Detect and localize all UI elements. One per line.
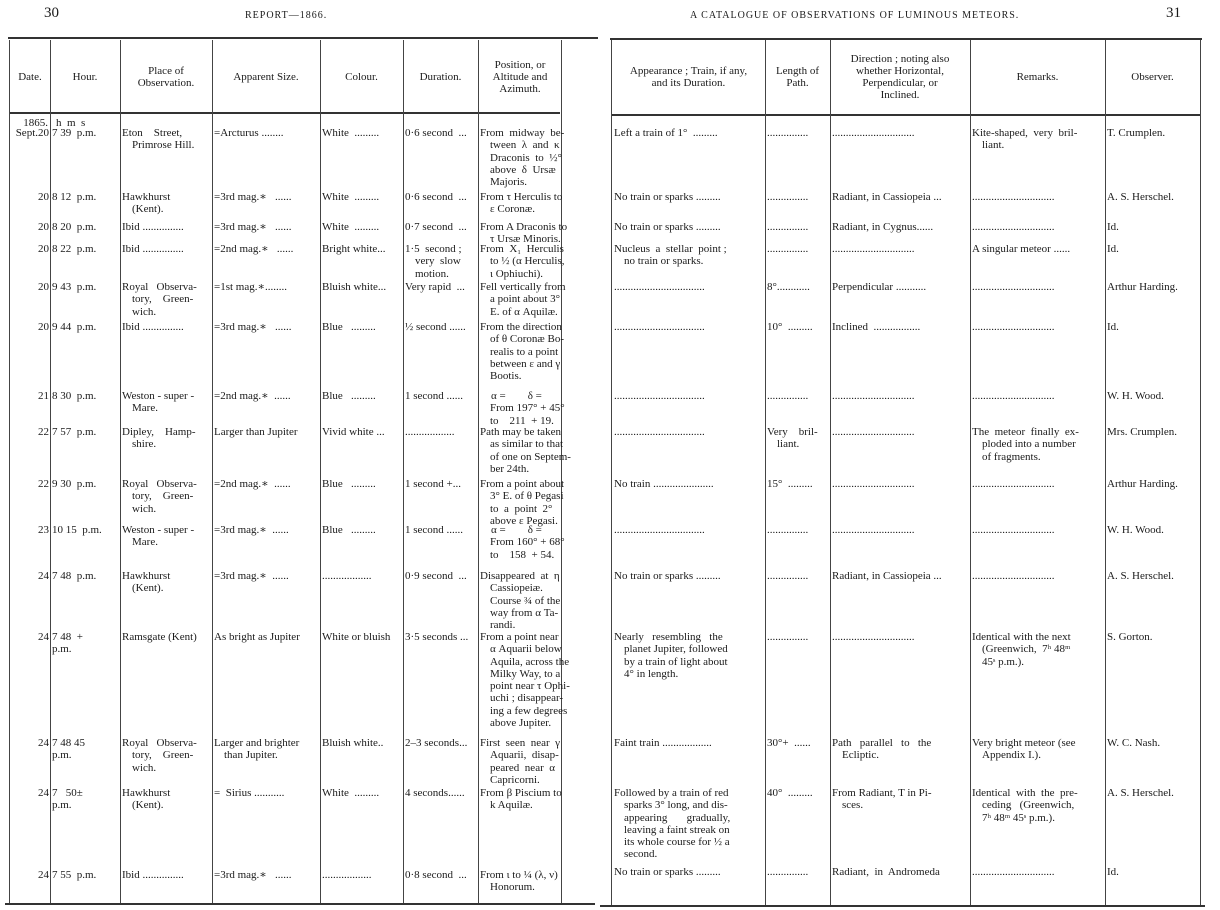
- cell-length-of-path: ...............: [767, 221, 809, 233]
- cell-hour: 7 55 p.m.: [52, 869, 97, 881]
- year-label: 1865.: [23, 117, 48, 129]
- cell-position: First seen near γ Aquarii, disap- peared near α Capricorni.: [480, 737, 561, 786]
- cell-observer: Id.: [1107, 221, 1119, 233]
- cell-length-of-path: 8°............: [767, 281, 810, 293]
- cell-date: 20: [38, 191, 49, 203]
- cell-remarks: ..............................: [972, 866, 1055, 878]
- column-divider: [9, 40, 10, 903]
- left-bottom-rule: [5, 903, 595, 905]
- cell-duration: ..................: [405, 426, 455, 438]
- cell-colour: Vivid white ...: [322, 426, 385, 438]
- cell-date: Sept.20: [15, 127, 49, 139]
- cell-duration: 3·5 seconds ...: [405, 631, 469, 643]
- cell-direction: Radiant, in Cassiopeia ...: [832, 570, 942, 582]
- cell-place: Ibid ...............: [122, 869, 184, 881]
- cell-apparent-size: =3rd mag.∗ ......: [214, 869, 292, 881]
- cell-remarks: ..............................: [972, 321, 1055, 333]
- cell-duration: 1·5 second ; very slow motion.: [405, 243, 462, 280]
- cell-remarks: ..............................: [972, 191, 1055, 203]
- cell-place: Hawkhurst (Kent).: [122, 787, 171, 812]
- cell-remarks: Very bright meteor (see Appendix I.).: [972, 737, 1076, 762]
- cell-apparent-size: = Sirius ...........: [214, 787, 285, 799]
- header-observer: Observer.: [1131, 71, 1174, 83]
- cell-apparent-size: =1st mag.∗........: [214, 281, 287, 293]
- header-duration: Duration.: [419, 71, 462, 83]
- header-length-of-path: Length of Path.: [775, 65, 820, 89]
- cell-observer: W. H. Wood.: [1107, 390, 1164, 402]
- header-date: Date.: [18, 71, 42, 83]
- cell-appearance: Nucleus a stellar point ; no train or sparks.: [614, 243, 727, 268]
- cell-apparent-size: =2nd mag.∗ ......: [214, 243, 294, 255]
- cell-hour: 9 44 p.m.: [52, 321, 97, 333]
- cell-observer: Id.: [1107, 243, 1119, 255]
- cell-date: 21: [38, 390, 49, 402]
- column-divider: [830, 40, 831, 905]
- header-place: Place of Observation.: [137, 65, 195, 89]
- cell-remarks: ..............................: [972, 524, 1055, 536]
- cell-appearance: No train or sparks .........: [614, 191, 721, 203]
- header-remarks: Remarks.: [1016, 71, 1059, 83]
- hour-units: h m s: [56, 117, 86, 129]
- cell-place: Weston - super - Mare.: [122, 390, 195, 415]
- cell-date: 20: [38, 281, 49, 293]
- cell-direction: From Radiant, T in Pi- sces.: [832, 787, 932, 812]
- left-page-number: 30: [44, 5, 59, 21]
- cell-position: From τ Herculis to ε Coronæ.: [480, 191, 563, 216]
- cell-hour: 8 12 p.m.: [52, 191, 97, 203]
- column-divider: [403, 40, 404, 903]
- column-divider: [1200, 40, 1201, 905]
- cell-duration: 0·9 second ...: [405, 570, 467, 582]
- cell-length-of-path: 15° .........: [767, 478, 813, 490]
- cell-appearance: Followed by a train of red sparks 3° long, and dis- appearing gradually, leaving a faint streak on its whole course for ½ a second.: [614, 787, 731, 861]
- cell-observer: Mrs. Crumplen.: [1107, 426, 1177, 438]
- cell-position: From midway be- tween λ and κ Draconis to ½° above δ Ursæ Majoris.: [480, 127, 565, 189]
- cell-colour: ..................: [322, 869, 372, 881]
- column-divider: [478, 40, 479, 903]
- cell-length-of-path: ...............: [767, 243, 809, 255]
- cell-position: From a point near α Aquarii below Aquila, across the Milky Way, to a point near τ Ophi- uchi ; disappear- ing a few degrees above Jupiter.: [480, 631, 570, 730]
- cell-place: Ibid ...............: [122, 321, 184, 333]
- cell-appearance: .................................: [614, 390, 705, 402]
- cell-apparent-size: As bright as Jupiter: [214, 631, 300, 643]
- right-running-head: A CATALOGUE OF OBSERVATIONS OF LUMINOUS METEORS.: [690, 10, 1020, 21]
- cell-hour: 7 48 + p.m.: [52, 631, 83, 656]
- cell-place: Hawkhurst (Kent).: [122, 191, 171, 216]
- cell-hour: 7 57 p.m.: [52, 426, 97, 438]
- cell-length-of-path: ...............: [767, 390, 809, 402]
- cell-remarks: Kite-shaped, very bril- liant.: [972, 127, 1078, 152]
- cell-observer: Arthur Harding.: [1107, 478, 1178, 490]
- column-divider: [765, 40, 766, 905]
- cell-hour: 7 50± p.m.: [52, 787, 83, 812]
- cell-remarks: The meteor finally ex- ploded into a number of fragments.: [972, 426, 1079, 463]
- header-apparent-size: Apparent Size.: [233, 71, 299, 83]
- cell-position: α = δ = From 197° + 45° to 211 + 19.: [490, 390, 565, 427]
- cell-observer: W. H. Wood.: [1107, 524, 1164, 536]
- cell-appearance: .................................: [614, 426, 705, 438]
- cell-position: From A Draconis to τ Ursæ Minoris.: [480, 221, 568, 246]
- cell-position: From a point about 3° E. of θ Pegasi to a point 2° above ε Pegasi.: [480, 478, 565, 527]
- cell-apparent-size: =3rd mag.∗ ......: [214, 191, 292, 203]
- cell-duration: 1 second +...: [405, 478, 461, 490]
- cell-hour: 8 22 p.m.: [52, 243, 97, 255]
- cell-date: 24: [38, 787, 49, 799]
- cell-length-of-path: 30°+ ......: [767, 737, 811, 749]
- cell-position: From the direction of θ Coronæ Bo- realis to a point between ε and γ Bootis.: [480, 321, 565, 383]
- cell-position: From X₁ Herculis to ½ (α Herculis, ι Ophiuchi).: [480, 243, 565, 280]
- cell-length-of-path: 10° .........: [767, 321, 813, 333]
- cell-apparent-size: =2nd mag.∗ ......: [214, 390, 291, 402]
- cell-date: 20: [38, 321, 49, 333]
- cell-duration: 0·7 second ...: [405, 221, 467, 233]
- cell-direction: ..............................: [832, 478, 915, 490]
- cell-direction: Inclined .................: [832, 321, 921, 333]
- cell-date: 24: [38, 631, 49, 643]
- cell-apparent-size: =2nd mag.∗ ......: [214, 478, 291, 490]
- cell-place: Dipley, Hamp- shire.: [122, 426, 196, 451]
- left-top-rule: [8, 37, 598, 39]
- cell-place: Hawkhurst (Kent).: [122, 570, 171, 595]
- cell-date: 24: [38, 570, 49, 582]
- cell-duration: 0·8 second ...: [405, 869, 467, 881]
- cell-observer: A. S. Herschel.: [1107, 787, 1174, 799]
- cell-direction: ..............................: [832, 390, 915, 402]
- cell-hour: 8 20 p.m.: [52, 221, 97, 233]
- right-top-rule: [610, 38, 1202, 40]
- cell-duration: ½ second ......: [405, 321, 466, 333]
- cell-direction: Radiant, in Cassiopeia ...: [832, 191, 942, 203]
- left-running-head: REPORT—1866.: [245, 10, 328, 21]
- cell-colour: Bright white...: [322, 243, 386, 255]
- cell-remarks: Identical with the next (Greenwich, 7ʰ 48ᵐ 45ˢ p.m.).: [972, 631, 1071, 668]
- cell-place: Ibid ...............: [122, 221, 184, 233]
- cell-appearance: No train or sparks .........: [614, 221, 721, 233]
- cell-position: α = δ = From 160° + 68° to 158 + 54.: [490, 524, 565, 561]
- cell-duration: 4 seconds......: [405, 787, 465, 799]
- cell-appearance: .................................: [614, 524, 705, 536]
- cell-hour: 10 15 p.m.: [52, 524, 102, 536]
- header-colour: Colour.: [345, 71, 378, 83]
- cell-colour: White .........: [322, 191, 380, 203]
- cell-colour: Blue .........: [322, 478, 376, 490]
- cell-appearance: No train or sparks .........: [614, 570, 721, 582]
- cell-observer: Arthur Harding.: [1107, 281, 1178, 293]
- column-divider: [120, 40, 121, 903]
- cell-colour: Blue .........: [322, 390, 376, 402]
- cell-remarks: Identical with the pre- ceding (Greenwich, 7ʰ 48ᵐ 45ˢ p.m.).: [972, 787, 1078, 824]
- cell-observer: Id.: [1107, 321, 1119, 333]
- cell-position: Fell vertically from a point about 3° E. of α Aquilæ.: [480, 281, 566, 318]
- cell-position: From β Piscium to k Aquilæ.: [480, 787, 562, 812]
- cell-appearance: .................................: [614, 281, 705, 293]
- cell-place: Royal Observa- tory, Green- wich.: [122, 737, 197, 774]
- cell-date: 22: [38, 478, 49, 490]
- cell-length-of-path: ...............: [767, 524, 809, 536]
- right-page-number: 31: [1166, 5, 1181, 21]
- cell-hour: 9 30 p.m.: [52, 478, 97, 490]
- cell-apparent-size: =3rd mag.∗ ......: [214, 221, 292, 233]
- column-divider: [611, 40, 612, 905]
- cell-place: Ibid ...............: [122, 243, 184, 255]
- column-divider: [970, 40, 971, 905]
- cell-date: 24: [38, 869, 49, 881]
- cell-appearance: No train or sparks .........: [614, 866, 721, 878]
- cell-place: Royal Observa- tory, Green- wich.: [122, 478, 197, 515]
- cell-duration: 1 second ......: [405, 524, 464, 536]
- column-divider: [50, 40, 51, 903]
- cell-colour: White or bluish: [322, 631, 391, 643]
- cell-position: Disappeared at η Cassiopeiæ. Course ¾ of the way from α Ta- randi.: [480, 570, 561, 632]
- cell-length-of-path: ...............: [767, 191, 809, 203]
- cell-length-of-path: Very bril- liant.: [767, 426, 818, 451]
- right-header-rule: [612, 114, 1200, 116]
- cell-direction: ..............................: [832, 243, 915, 255]
- cell-apparent-size: =3rd mag.∗ ......: [214, 524, 289, 536]
- cell-hour: 7 39 p.m.: [52, 127, 97, 139]
- cell-appearance: .................................: [614, 321, 705, 333]
- cell-place: Ramsgate (Kent): [122, 631, 197, 643]
- cell-direction: ..............................: [832, 426, 915, 438]
- cell-hour: 7 48 p.m.: [52, 570, 97, 582]
- cell-direction: ..............................: [832, 127, 915, 139]
- cell-apparent-size: =Arcturus ........: [214, 127, 284, 139]
- cell-duration: 0·6 second ...: [405, 191, 467, 203]
- cell-appearance: No train ......................: [614, 478, 714, 490]
- cell-length-of-path: ...............: [767, 570, 809, 582]
- cell-place: Eton Street, Primrose Hill.: [122, 127, 195, 152]
- cell-date: 22: [38, 426, 49, 438]
- cell-duration: 0·6 second ...: [405, 127, 467, 139]
- cell-length-of-path: ...............: [767, 631, 809, 643]
- cell-observer: W. C. Nash.: [1107, 737, 1161, 749]
- cell-colour: Bluish white..: [322, 737, 384, 749]
- header-hour: Hour.: [72, 71, 98, 83]
- cell-colour: Blue .........: [322, 524, 376, 536]
- header-position: Position, or Altitude and Azimuth.: [492, 59, 548, 95]
- column-divider: [320, 40, 321, 903]
- cell-date: 20: [38, 221, 49, 233]
- cell-appearance: Faint train ..................: [614, 737, 712, 749]
- cell-direction: Radiant, in Andromeda: [832, 866, 940, 878]
- cell-colour: White .........: [322, 787, 380, 799]
- cell-appearance: Nearly resembling the planet Jupiter, followed by a train of light about 4° in length.: [614, 631, 728, 680]
- cell-hour: 9 43 p.m.: [52, 281, 97, 293]
- cell-remarks: ..............................: [972, 570, 1055, 582]
- cell-direction: ..............................: [832, 524, 915, 536]
- cell-observer: A. S. Herschel.: [1107, 191, 1174, 203]
- cell-date: 20: [38, 243, 49, 255]
- cell-length-of-path: ...............: [767, 866, 809, 878]
- column-divider: [1105, 40, 1106, 905]
- cell-duration: Very rapid ...: [405, 281, 465, 293]
- cell-observer: A. S. Herschel.: [1107, 570, 1174, 582]
- cell-place: Weston - super - Mare.: [122, 524, 195, 549]
- cell-colour: White .........: [322, 221, 380, 233]
- cell-hour: 7 48 45 p.m.: [52, 737, 85, 762]
- cell-length-of-path: 40° .........: [767, 787, 813, 799]
- cell-observer: S. Gorton.: [1107, 631, 1153, 643]
- cell-direction: Perpendicular ...........: [832, 281, 927, 293]
- cell-hour: 8 30 p.m.: [52, 390, 97, 402]
- cell-apparent-size: Larger than Jupiter: [214, 426, 298, 438]
- cell-appearance: Left a train of 1° .........: [614, 127, 718, 139]
- header-direction: Direction ; noting also whether Horizontal, Perpendicular, or Inclined.: [850, 53, 950, 101]
- cell-date: 23: [38, 524, 49, 536]
- cell-length-of-path: ...............: [767, 127, 809, 139]
- cell-remarks: A singular meteor ......: [972, 243, 1071, 255]
- cell-remarks: ..............................: [972, 281, 1055, 293]
- cell-observer: Id.: [1107, 866, 1119, 878]
- cell-duration: 2–3 seconds...: [405, 737, 468, 749]
- cell-colour: Bluish white...: [322, 281, 387, 293]
- cell-apparent-size: =3rd mag.∗ ......: [214, 570, 289, 582]
- cell-apparent-size: Larger and brighter than Jupiter.: [214, 737, 300, 762]
- cell-remarks: ..............................: [972, 390, 1055, 402]
- header-appearance: Appearance ; Train, if any, and its Duration.: [629, 65, 748, 89]
- cell-colour: ..................: [322, 570, 372, 582]
- cell-direction: ..............................: [832, 631, 915, 643]
- cell-remarks: ..............................: [972, 221, 1055, 233]
- cell-apparent-size: =3rd mag.∗ ......: [214, 321, 292, 333]
- cell-date: 24: [38, 737, 49, 749]
- cell-position: From ι to ¼ (λ, ν) Honorum.: [480, 869, 558, 894]
- cell-remarks: ..............................: [972, 478, 1055, 490]
- right-bottom-rule: [600, 905, 1205, 907]
- cell-colour: Blue .........: [322, 321, 376, 333]
- cell-colour: White .........: [322, 127, 380, 139]
- cell-position: Path may be taken as similar to that of one on Septem- ber 24th.: [480, 426, 571, 475]
- cell-duration: 1 second ......: [405, 390, 464, 402]
- cell-direction: Path parallel to the Ecliptic.: [832, 737, 932, 762]
- cell-direction: Radiant, in Cygnus......: [832, 221, 934, 233]
- cell-place: Royal Observa- tory, Green- wich.: [122, 281, 197, 318]
- cell-observer: T. Crumplen.: [1107, 127, 1166, 139]
